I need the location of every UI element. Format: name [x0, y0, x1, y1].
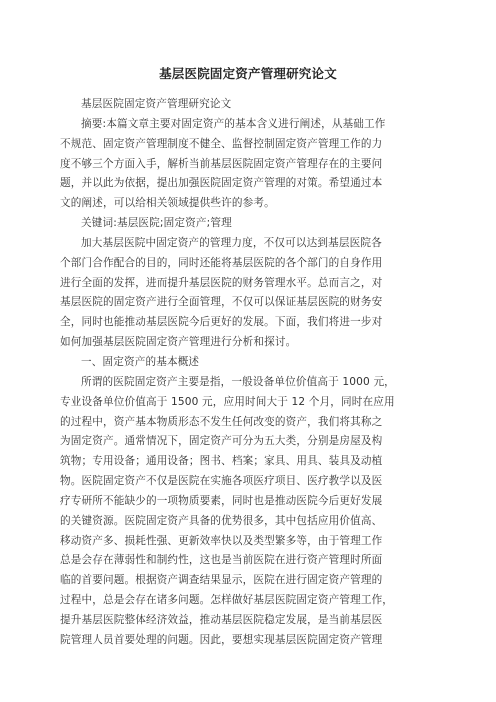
- text-line: 总是会存在薄弱性和制约性，这也是当前医院在进行资产管理时所面: [60, 554, 383, 567]
- text-line: 为固定资产。通常情况下，固定资产可分为五大类，分别是房屋及构: [60, 435, 383, 448]
- text-line: 加大基层医院中固定资产的管理力度，不仅可以达到基层医院各: [81, 236, 382, 249]
- text-line: 一、固定资产的基本概述: [81, 355, 200, 368]
- text-line: 筑物；专用设备；通用设备；图书、档案；家具、用具、装具及动植: [60, 455, 383, 468]
- text-line: 关键词:基层医院;固定资产;管理: [81, 217, 232, 230]
- text-line: 疗专研所不能缺少的一项物质要素，同时也是推动医院今后更好发展: [60, 494, 383, 507]
- text-line: 院管理人员首要处理的问题。因此，要想实现基层医院固定资产管理: [60, 633, 383, 646]
- text-line: 物。医院固定资产不仅是医院在实施各项医疗项目、医疗教学以及医: [60, 475, 383, 488]
- text-line: 的过程中，资产基本物质形态不发生任何改变的资产，我们将其称之: [60, 415, 383, 428]
- text-line: 全，同时也能推动基层医院今后更好的发展。下面，我们将进一步对: [60, 316, 383, 329]
- text-line: 移动资产多、损耗性强、更新效率快以及类型繁多等，由于管理工作: [60, 534, 383, 547]
- text-line: 摘要:本篇文章主要对固定资产的基本含义进行阐述，从基础工作: [81, 117, 386, 130]
- text-line: 基层医院固定资产管理研究论文: [81, 98, 232, 110]
- text-line: 不规范、固定资产管理制度不健全、监督控制固定资产管理工作的力: [60, 137, 383, 150]
- text-line: 提升基层医院整体经济效益，推动基层医院稳定发展，是当前基层医: [60, 613, 383, 626]
- document-title: 基层医院固定资产管理研究论文: [159, 66, 337, 81]
- document-body: [60, 95, 437, 651]
- text-line: 所谓的医院固定资产主要是指，一般设备单位价值高于 1000 元，: [81, 375, 395, 388]
- text-line: 题，并以此为依据，提出加强医院固定资产管理的对策。希望通过本: [60, 177, 383, 190]
- text-line: 如何加强基层医院固定资产管理进行分析和探讨。: [60, 336, 297, 349]
- text-line: 过程中，总是会存在诸多问题。怎样做好基层医院固定资产管理工作，: [60, 594, 394, 607]
- text-line: 的关键资源。医院固定资产具备的优势很多，其中包括应用价值高、: [60, 514, 383, 527]
- text-line: 文的阐述，可以给相关领域提供些许的参考。: [60, 197, 275, 210]
- text-line: 度不够三个方面入手，解析当前基层医院固定资产管理存在的主要问: [60, 157, 383, 170]
- text-line: 基层医院的固定资产进行全面管理，不仅可以保证基层医院的财务安: [60, 296, 383, 309]
- text-line: 进行全面的发挥，进而提升基层医院的财务管理水平。总而言之，对: [60, 276, 383, 289]
- text-line: 个部门合作配合的目的，同时还能将基层医院的各个部门的自身作用: [60, 256, 383, 269]
- text-line: 专业设备单位价值高于 1500 元，应用时间大于 12 个月，同时在应用: [60, 395, 395, 408]
- text-line: 临的首要问题。根据资产调查结果显示，医院在进行固定资产管理的: [60, 574, 383, 587]
